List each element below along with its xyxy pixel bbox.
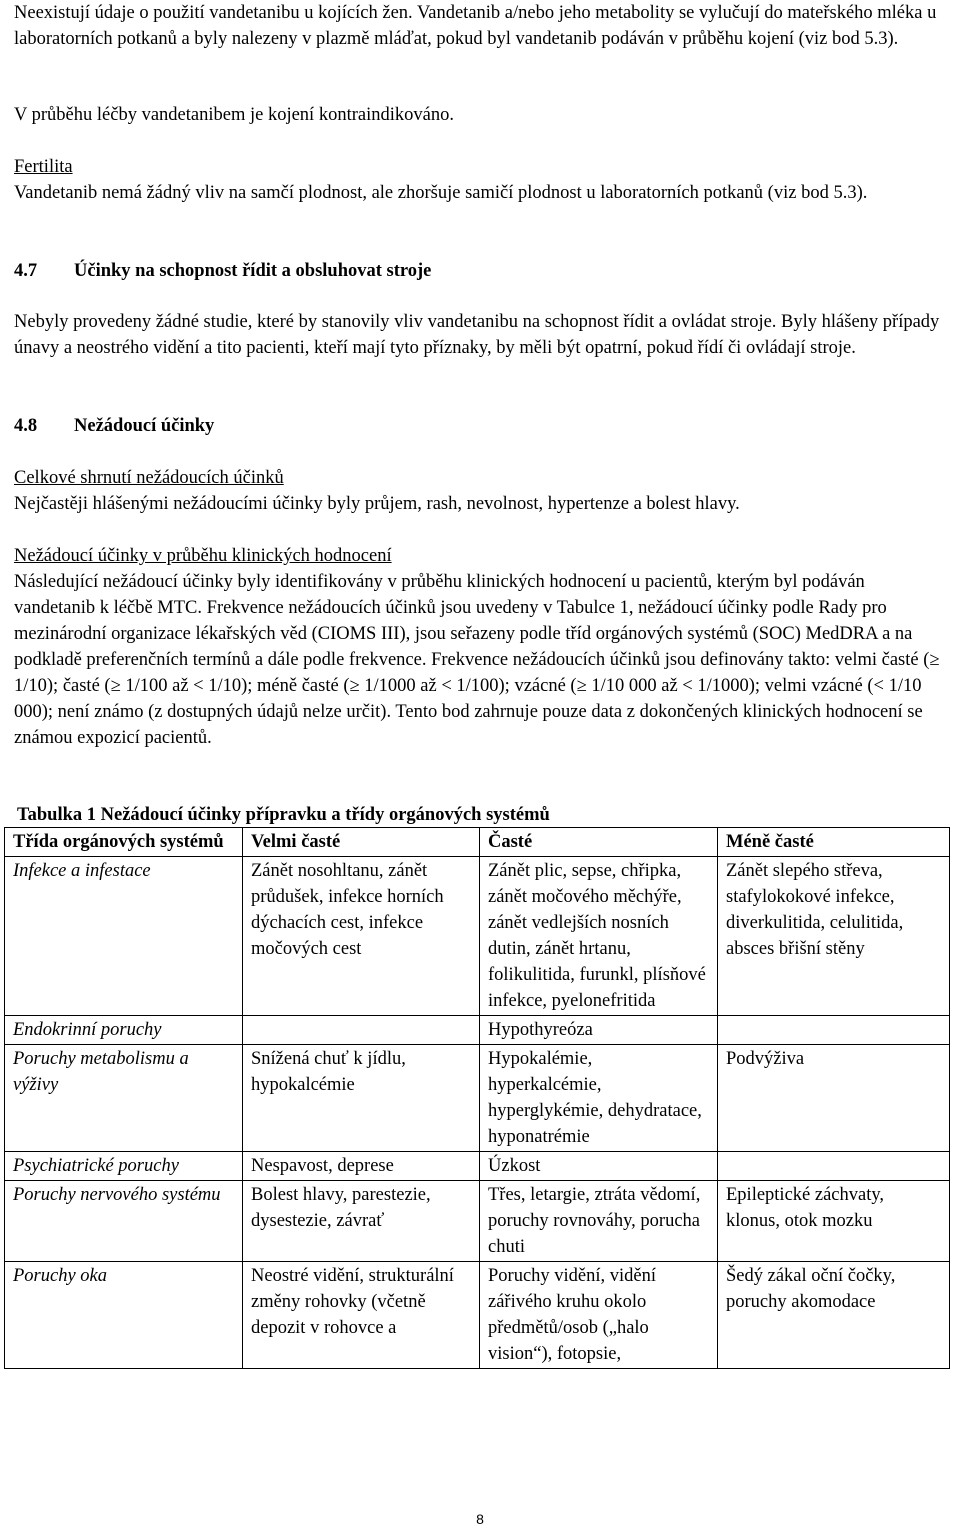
section-4-7-title: Účinky na schopnost řídit a obsluhovat stroje: [74, 261, 432, 281]
summary-text: Nejčastěji hlášenými nežádoucími účinky byly průjem, rash, nevolnost, hypertenze a bolest hlavy.: [14, 494, 740, 514]
table-cell: [718, 1016, 950, 1045]
table-row: [5, 1152, 950, 1181]
table-header-row: [5, 828, 950, 857]
table-cell: Poruchy vidění, vidění zářivého kruhu okolo předmětů/osob („halo vision“), fotopsie,: [480, 1262, 718, 1369]
adverse-effects-table: [4, 827, 950, 1369]
fertility-heading: Fertilita: [14, 157, 73, 177]
table-cell: Hypokalémie, hyperkalcémie, hyperglykémie, dehydratace, hyponatrémie: [480, 1045, 718, 1152]
table-cell: Podvýživa: [718, 1045, 950, 1152]
lactation-paragraph: Neexistují údaje o použití vandetanibu u kojících žen. Vandetanib a/nebo jeho metabolity se vylučují do mateřského mléka u laboratorních potkanů a byly nalezeny v plazmě mláďat, pokud byl vandetanib podáván v průběhu kojení (viz bod 5.3).: [14, 3, 937, 49]
table-cell: Snížená chuť k jídlu, hypokalcémie: [243, 1045, 480, 1152]
lactation-contraindication: V průběhu léčby vandetanibem je kojení kontraindikováno.: [14, 105, 454, 125]
clinical-text: Následující nežádoucí účinky byly identifikovány v průběhu klinických hodnocení u pacientů, kterým byl podáván vandetanib k léčbě MTC. Frekvence nežádoucích účinků jsou uvedeny v Tabulce 1, nežádoucí účinky podle Rady pro mezinárodní organizace lékařských věd (CIOMS III), jsou seřazeny podle tříd orgánových systémů (SOC) MedDRA a na podkladě preferenčních termínů a dále podle frekvence. Frekvence nežádoucích účinků jsou definovány takto: velmi časté (≥ 1/10); časté (≥ 1/100 až < 1/10); méně časté (≥ 1/1000 až < 1/100); vzácné (≥ 1/10 000 až < 1/1000); velmi vzácné (< 1/10 000); není známo (z dostupných údajů nelze určit). Tento bod zahrnuje pouze data z dokončených klinických hodnocení se známou expozicí pacientů.: [14, 572, 940, 748]
summary-heading: Celkové shrnutí nežádoucích účinků: [14, 468, 284, 488]
section-4-7-number: 4.7: [14, 261, 38, 281]
table-cell: Šedý zákal oční čočky, poruchy akomodace: [718, 1262, 950, 1369]
fertility-section: [14, 154, 867, 206]
section-4-7-heading: [14, 258, 431, 284]
table-caption: Tabulka 1 Nežádoucí účinky přípravku a třídy orgánových systémů: [17, 805, 550, 825]
table-cell: Zánět nosohltanu, zánět průdušek, infekce horních dýchacích cest, infekce močových cest: [243, 857, 480, 1016]
table-cell-soc: Poruchy oka: [5, 1262, 243, 1369]
section-4-8-title: Nežádoucí účinky: [74, 416, 215, 436]
table-cell: Úzkost: [480, 1152, 718, 1181]
table-cell-soc: Infekce a infestace: [5, 857, 243, 1016]
fertility-text: Vandetanib nemá žádný vliv na samčí plodnost, ale zhoršuje samičí plodnost u laboratorních potkanů (viz bod 5.3).: [14, 183, 868, 203]
table-cell: Epileptické záchvaty, klonus, otok mozku: [718, 1181, 950, 1262]
clinical-section: [14, 543, 950, 751]
table-cell: Bolest hlavy, parestezie, dysestezie, závrať: [243, 1181, 480, 1262]
table-row: [5, 857, 950, 1016]
table-cell: Zánět slepého střeva, stafylokokové infekce, diverkulitida, celulitida, absces břišní stěny: [718, 857, 950, 1016]
clinical-heading: Nežádoucí účinky v průběhu klinických hodnocení: [14, 546, 392, 566]
table-cell-soc: Endokrinní poruchy: [5, 1016, 243, 1045]
table-row: [5, 1016, 950, 1045]
table-cell-soc: Psychiatrické poruchy: [5, 1152, 243, 1181]
table-row: [5, 1045, 950, 1152]
table-cell-soc: Poruchy metabolismu a výživy: [5, 1045, 243, 1152]
header-very-common: Velmi časté: [243, 828, 480, 857]
page-number: 8: [476, 1511, 484, 1527]
header-uncommon: Méně časté: [718, 828, 950, 857]
table-cell: Třes, letargie, ztráta vědomí, poruchy rovnováhy, porucha chuti: [480, 1181, 718, 1262]
table-row: [5, 1262, 950, 1369]
table-cell: Neostré vidění, strukturální změny rohovky (včetně depozit v rohovce a: [243, 1262, 480, 1369]
header-soc: Třída orgánových systémů: [5, 828, 243, 857]
table-cell: Nespavost, deprese: [243, 1152, 480, 1181]
table-cell: [243, 1016, 480, 1045]
table-row: [5, 1181, 950, 1262]
table-cell: Hypothyreóza: [480, 1016, 718, 1045]
section-4-8-number: 4.8: [14, 416, 38, 436]
header-common: Časté: [480, 828, 718, 857]
summary-section: [14, 465, 740, 517]
table-cell: Zánět plic, sepse, chřipka, zánět močového měchýře, zánět vedlejších nosních dutin, zánět hrtanu, folikulitida, furunkl, plísňové infekce, pyelonefritida: [480, 857, 718, 1016]
table-cell: [718, 1152, 950, 1181]
table-cell-soc: Poruchy nervového systému: [5, 1181, 243, 1262]
section-4-7-text: Nebyly provedeny žádné studie, které by stanovily vliv vandetanibu na schopnost řídit a ovládat stroje. Byly hlášeny případy únavy a neostrého vidění a tito pacienti, kteří mají tyto příznaky, by měli být opatrní, pokud řídí či ovládají stroje.: [14, 312, 940, 358]
section-4-8-heading: [14, 413, 214, 439]
